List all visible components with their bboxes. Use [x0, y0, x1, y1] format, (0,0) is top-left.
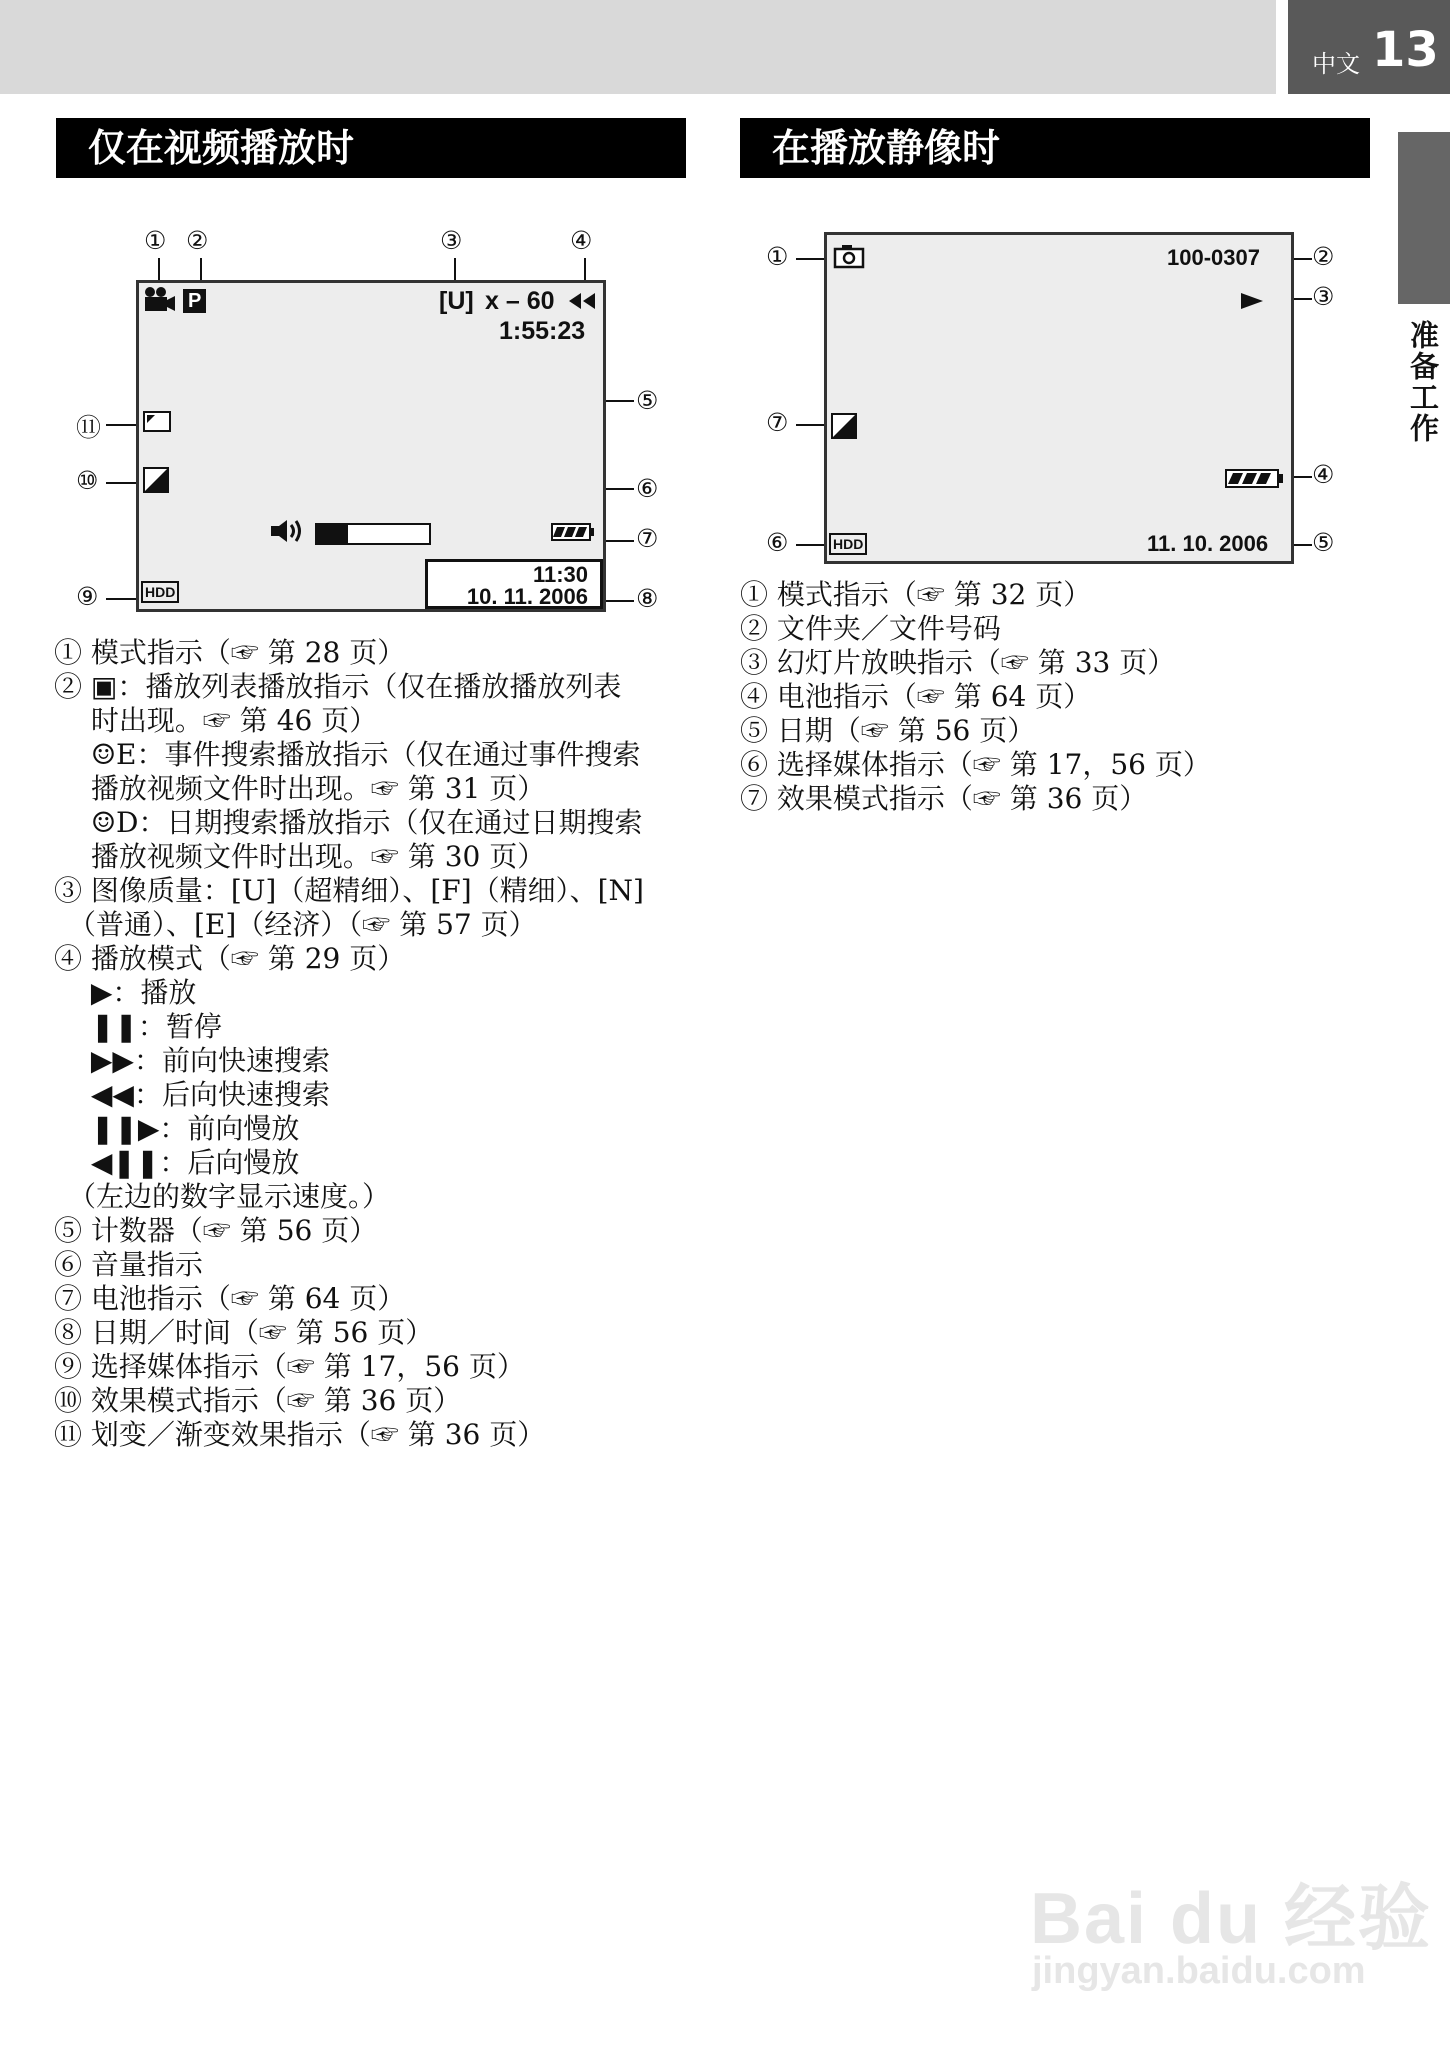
list-item: ⑥ 音量指示 [54, 1248, 203, 1281]
language-label: 中文 [1312, 50, 1360, 78]
callout-4: ④ [1312, 460, 1335, 489]
list-item: ⑩ 效果模式指示（☞ 第 36 页） [54, 1384, 462, 1417]
callout-4: ④ [570, 226, 593, 255]
list-item: ☺E：事件搜索播放指示（仅在通过事件搜索 [54, 738, 641, 771]
list-item: ☺D：日期搜索播放指示（仅在通过日期搜索 [54, 806, 643, 839]
list-item: ① 模式指示（☞ 第 28 页） [54, 636, 406, 669]
list-item: ③ 图像质量：[U]（超精细）、[F]（精细）、[N] [54, 874, 644, 907]
volume-bar [315, 523, 431, 545]
still-playback-diagram [760, 226, 1360, 566]
still-screen [824, 232, 1294, 564]
list-item: ⑦ 效果模式指示（☞ 第 36 页） [740, 782, 1148, 815]
callout-6: ⑥ [636, 474, 659, 503]
callout-5: ⑤ [636, 386, 659, 415]
list-item: ④ 电池指示（☞ 第 64 页） [740, 680, 1092, 713]
effect-mode-icon [831, 413, 859, 441]
rewind-icon [567, 291, 597, 311]
list-item: ④ 播放模式（☞ 第 29 页） [54, 942, 406, 975]
date: 10. 11. 2006 [466, 584, 588, 609]
list-item: ⑦ 电池指示（☞ 第 64 页） [54, 1282, 406, 1315]
speed-indicator: x – 60 [485, 287, 555, 315]
callout-3: ③ [1312, 282, 1335, 311]
movie-camera-icon [143, 287, 177, 313]
list-item: 播放视频文件时出现。☞ 第 30 页） [54, 840, 546, 873]
callout-9: ⑨ [76, 582, 99, 611]
list-item: （普通）、[E]（经济）（☞ 第 57 页） [54, 908, 537, 941]
list-item: ② ▣：播放列表播放指示（仅在播放播放列表 [54, 670, 622, 703]
callout-1: ① [766, 242, 789, 271]
list-item: ❚❚▶：前向慢放 [54, 1112, 300, 1145]
callout-10: ⑩ [76, 466, 99, 495]
list-item: ① 模式指示（☞ 第 32 页） [740, 578, 1092, 611]
left-section-title: 仅在视频播放时 [56, 118, 686, 178]
callout-7: ⑦ [636, 524, 659, 553]
list-item: ② 文件夹／文件号码 [740, 612, 1001, 645]
list-item: ◀◀：后向快速搜索 [54, 1078, 330, 1111]
list-item: （左边的数字显示速度。） [54, 1180, 391, 1213]
callout-8: ⑧ [636, 584, 659, 613]
left-item-list [54, 636, 694, 1452]
list-item: ⑥ 选择媒体指示（☞ 第 17，56 页） [740, 748, 1211, 781]
video-screen [136, 280, 606, 612]
playlist-p-icon: P [183, 289, 206, 313]
callout-2: ② [186, 226, 209, 255]
list-item: ❚❚：暂停 [54, 1010, 222, 1043]
list-item: ⑨ 选择媒体指示（☞ 第 17，56 页） [54, 1350, 525, 1383]
wipe-fader-icon [143, 411, 173, 433]
effect-mode-icon [143, 467, 171, 495]
list-item: ③ 幻灯片放映指示（☞ 第 33 页） [740, 646, 1176, 679]
side-tab-label: 准备工作 [1406, 320, 1440, 444]
watermark-url: jingyan.baidu.com [1032, 1950, 1366, 1992]
list-item: ▶：播放 [54, 976, 197, 1009]
list-item: 播放视频文件时出现。☞ 第 31 页） [54, 772, 546, 805]
play-icon [1239, 291, 1265, 311]
right-item-list [740, 578, 1360, 816]
list-item: ⑤ 日期（☞ 第 56 页） [740, 714, 1036, 747]
callout-7: ⑦ [766, 408, 789, 437]
counter: 1:55:23 [499, 317, 586, 345]
folder-file-number: 100-0307 [1167, 245, 1260, 270]
date: 11. 10. 2006 [1147, 531, 1269, 556]
volume-icon [269, 517, 305, 545]
page-number-box [1288, 0, 1450, 94]
list-item: ⑤ 计数器（☞ 第 56 页） [54, 1214, 378, 1247]
list-item: ⑪ 划变／渐变效果指示（☞ 第 36 页） [54, 1418, 546, 1451]
list-item: 时出现。☞ 第 46 页） [54, 704, 378, 737]
list-item: ◀❚❚：后向慢放 [54, 1146, 300, 1179]
list-item: ⑧ 日期／时间（☞ 第 56 页） [54, 1316, 434, 1349]
page-number: 13 [1372, 22, 1439, 78]
callout-3: ③ [440, 226, 463, 255]
time: 11:30 [532, 562, 588, 587]
callout-5: ⑤ [1312, 528, 1335, 557]
battery-icon [1225, 467, 1285, 489]
date-time-box [425, 559, 603, 609]
callout-2: ② [1312, 242, 1335, 271]
callout-11: ⑪ [76, 413, 102, 442]
hdd-icon: HDD [829, 533, 867, 555]
list-item: ▶▶：前向快速搜索 [54, 1044, 330, 1077]
callout-6: ⑥ [766, 528, 789, 557]
watermark-logo: Bai du 经验 [1030, 1879, 1433, 1959]
callout-1: ① [144, 226, 167, 255]
hdd-icon: HDD [141, 581, 179, 603]
battery-icon [551, 523, 595, 541]
header-bar [0, 0, 1276, 94]
still-camera-icon [833, 243, 867, 269]
video-playback-diagram [56, 222, 696, 622]
right-section-title: 在播放静像时 [740, 118, 1370, 178]
quality-indicator: [U] [439, 287, 474, 315]
side-tab [1398, 132, 1450, 304]
